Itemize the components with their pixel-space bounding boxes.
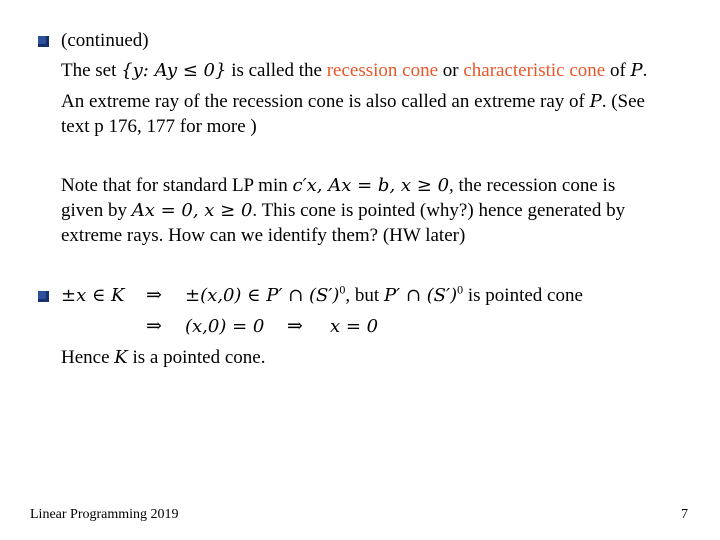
term-recession-cone: recession cone [326,60,438,81]
standard-lp-line: Note that for standard LP min c′x, Ax = b, x ≥ 0, the recession cone is [61,175,616,196]
extreme-rays-line: extreme rays. How can we identify them? (HW later) [61,225,466,246]
given-by-line: given by Ax = 0, x ≥ 0. This cone is pointed (why?) hence generated by [61,200,626,221]
footer-course-title: Linear Programming 2019 [30,507,179,522]
reference-line: text p 176, 177 for more ) [61,116,257,137]
implies-arrow-icon: ⇒ [146,285,162,306]
proof-line-1: ±x ∈ K ⇒ ±(x,0) ∈ P′ ∩ $(S')^0$, but P′ ∩ $(S')^0$ is pointed cone [61,282,583,306]
page-number: 7 [681,507,688,522]
conclusion-line: Hence K is a pointed cone. [61,347,266,368]
implies-arrow-icon: ⇒ [287,316,303,337]
implies-arrow-icon: ⇒ [146,316,162,337]
recession-cone-definition: The set {y: Ay ≤ 0} is called the recession cone or characteristic cone of P. [61,60,648,81]
bullet-icon [38,36,49,47]
extreme-ray-line: An extreme ray of the recession cone is also called an extreme ray of P. (See [61,91,645,112]
continued-heading: (continued) [61,30,149,51]
slide: (continued) The set {y: Ay ≤ 0} is called the recession cone or characteristic cone of P. An extreme ray of the recession cone is also called an extreme ray of P. (See text p 176, 177 for more ) Note that for standard LP min c′x, Ax = b, x ≥ 0, the recession cone is given by Ax = 0, x ≥ 0. This cone is pointed (why?) hence generated by extreme rays. How can we identify them? (HW later) ±x ∈ K ⇒ ±(x,0) ∈ P′ ∩ $(S')^0$, but P′ ∩ $(S')^0$ is pointed cone ⇒ (x,0) = 0 ⇒ x = 0 Hence K is a pointed cone. Linear Programming 2019 7 [30,30,688,522]
term-characteristic-cone: characteristic cone [463,60,606,81]
bullet-icon [38,291,49,302]
